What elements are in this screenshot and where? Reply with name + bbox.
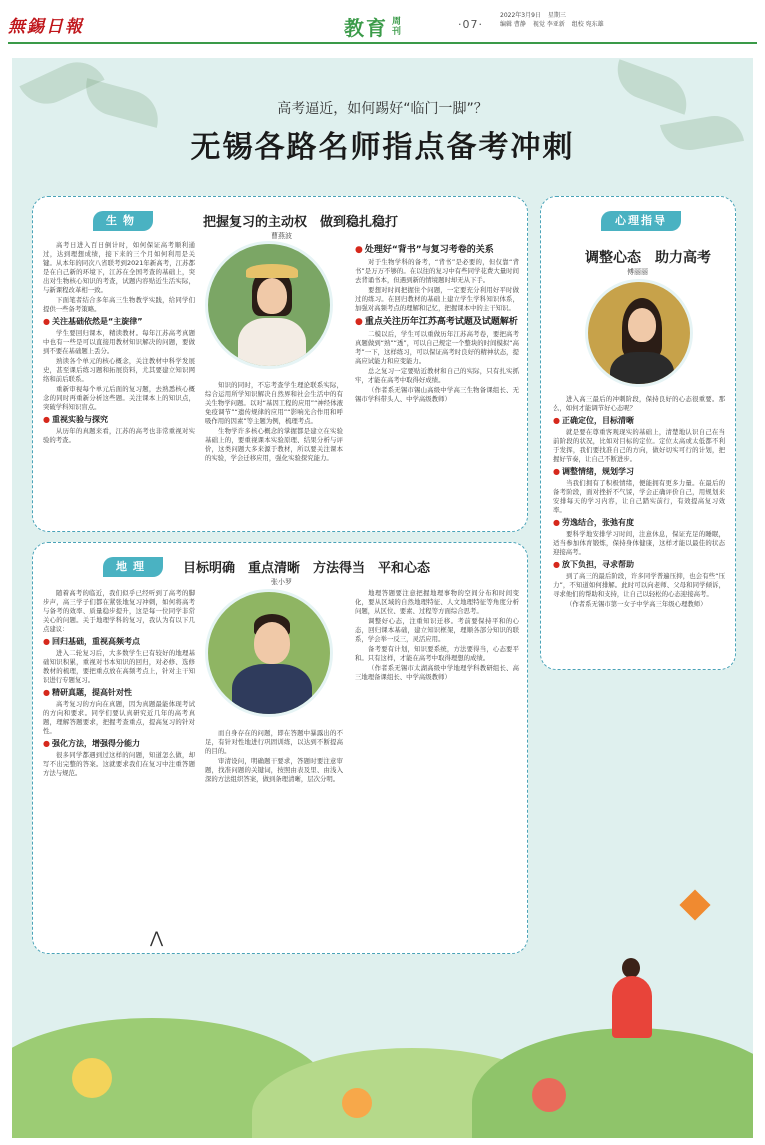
hill-decoration <box>472 1028 753 1138</box>
section-label <box>344 12 404 41</box>
girl-illustration-head <box>622 958 640 978</box>
paragraph: 而自身存在的问题，即在答题中暴露出的不足，有针对性地进行巩固训练，以达到不断提高的目的。 <box>205 729 343 755</box>
newspaper-logo: 無錫日報 <box>8 17 84 37</box>
geography-author: 张小罗 <box>271 578 292 586</box>
author-note: （作者系无锡市太湖高级中学地理学科教研组长、高三地理备课组长、中学高级教师） <box>355 664 519 681</box>
geography-tag: 地理 <box>103 557 163 577</box>
biology-column-3 <box>355 241 519 527</box>
geography-subhead-3: ● 强化方法，增强得分能力 <box>43 739 140 748</box>
author-note: （作者系无锡市第一女子中学高三年级心理教师） <box>566 600 707 608</box>
paragraph: 熟读各个单元的核心概念，关注教材中科学发展史，甚至课后练习题和拓展资料，尤其要建立知识网络和前后联系。 <box>43 357 195 383</box>
psychology-subhead-3: ● 劳逸结合，张弛有度 <box>553 518 634 527</box>
paragraph: 审清设问，明确题干要求，答题时要注意审题，找准问题的关键词，按照由表及里、由浅入深的方法组织答案，做到条理清晰，层次分明。 <box>205 757 343 783</box>
swallow-icon: ⋀ <box>150 928 164 947</box>
flower-decoration <box>342 1088 372 1118</box>
paragraph: 知识的同时，不忘考查学生理论联系实际，综合运用所学知识解决自然界和社会生活中的有关生物学问题。以对“基因工程的应用”“神经体液免疫调节”“遗传规律的应用”“影响光合作用和呼吸作用的因素”等主题为例，梳理考点。 <box>205 381 343 425</box>
flower-decoration <box>532 1078 566 1112</box>
biology-subhead-3: ● 处理好“背书”与复习考卷的关系 <box>355 245 494 255</box>
author-note: （作者系无锡市锡山高级中学高三生物备课组长、无锡市学科带头人、中学高级教师） <box>355 386 519 403</box>
geography-author-photo <box>205 589 333 717</box>
geography-column-1 <box>43 589 195 949</box>
issue-meta <box>500 11 690 29</box>
psychology-subhead-2: ● 调整情绪，规划学习 <box>553 467 634 476</box>
biology-title: 把握复习的主动权 做到稳扎稳打 <box>203 215 399 230</box>
biology-card <box>32 196 528 532</box>
psychology-tag: 心理指导 <box>601 211 681 231</box>
psychology-author: 傅丽丽 <box>627 268 648 276</box>
paragraph: 调整好心态，注重知识迁移。考前要保持平和的心态，回归课本基础，建立知识框架，理顺各部分知识的联系，学会举一反三，灵活应用。 <box>355 617 519 643</box>
girl-illustration <box>612 976 652 1038</box>
psychology-body <box>553 395 725 665</box>
paragraph: 进入二轮复习后，大多数学生已有较好的地理基础知识积累，重视对书本知识的回归，对必修、选修教材的梳理，要把重点放在高频考点上，针对主干知识进行专题复习。 <box>43 649 195 684</box>
paragraph: 二模以后，学生可以重做历年江苏高考卷，要把高考真题做到“熟”“透”，可以自己规定一个整块的时间模拟“高考”一下，这样练习，可以保证高考时良好的精神状态，提高应试能力和应变能力。 <box>355 330 519 365</box>
psychology-card <box>540 196 736 670</box>
paragraph: 到了高三的最后阶段，许多同学普遍压抑，也会有些“压力”，不知道如何排解。此时可以向老师、父母和同学倾诉，寻求他们的帮助和支持，让自己以轻松的心态迎接高考。 <box>553 572 725 598</box>
psychology-subhead-4: ● 放下负担，寻求帮助 <box>553 560 634 569</box>
geography-card <box>32 542 528 954</box>
visual-credit: 视觉 李亚新 <box>532 21 565 28</box>
biology-subhead-4: ● 重点关注历年江苏高考试题及试题解析 <box>355 317 518 327</box>
biology-column-2 <box>205 381 343 527</box>
paragraph: 很多同学都遇到过这样的问题，知道怎么做，却写不出完整的答案。这就要求我们在复习中注重答题方法与规范。 <box>43 751 195 777</box>
psychology-subhead-1: ● 正确定位，目标清晰 <box>553 416 634 425</box>
biology-column-1 <box>43 241 195 527</box>
paragraph: 重新审视每个单元后面的复习题，去熟悉核心概念的同时再重新分析这些题。关注课本上的知识点，突破学科知识盲点。 <box>43 385 195 411</box>
paragraph: 生物学许多核心概念的掌握都是建立在实验基础上的，要重视课本实验原理、结果分析与评价，这类问题大多来源于教材，所以要关注课本的实验，学会迁移应用，强化实验探究能力。 <box>205 427 343 462</box>
section-subtitle: 周刊 <box>392 16 402 37</box>
kicker: 高考逼近，如何踢好“临门一脚”？ <box>277 101 488 117</box>
biology-subhead-2: ● 重视实验与探究 <box>43 415 108 424</box>
biology-author: 曹燕波 <box>271 232 292 240</box>
paragraph: 高考复习的方向在真题，因为真题最能体现考试的方向和要求。同学们要认真研究近几年的高考真题，理解答题要求，把握考查重点，提高复习的针对性。 <box>43 700 195 735</box>
biology-subhead-1: ● 关注基础依然是“主旋律” <box>43 317 143 326</box>
kite-icon <box>679 889 710 920</box>
paragraph: 高考日进入百日倒计时，如何保证高考顺利通过，达到理想成绩，接下来的三个月如何利用是关键。从本年的同次八省联考到2021年新高考，江苏都是在自己新的环境下，江苏在全国考查的基础上，突出对生物核心知识的考查，试题内容贴近生活实际，与新课程改革相一致。 <box>43 241 195 294</box>
paragraph: 随着高考的临近，我们似乎已经听到了高考的脚步声，高三学子们都在紧张地复习冲刺，如何将高考与备考的效率、质量稳步提升，这是每一位同学非常关心的问题。关于地理学科的复习，我认为有以下几点建议： <box>43 589 195 633</box>
paragraph: 就是要在尊重客观现实的基础上，清楚地认识自己在当前阶段的状况，比如对目标的定位。定位太高或太低都不利于发挥，我们要找准自己的方向，做好切实可行的计划，把握好节奏，让自己不断进步。 <box>553 428 725 463</box>
masthead-rule <box>8 42 757 44</box>
psychology-title: 调整心态 助力高考 <box>585 250 711 266</box>
paragraph: 要想对时间把握住个问题，一定要充分利用好平时做过的练习。在回归教材的基础上建立学生学科知识体系，加强对高频考点的理解和记忆，把握课本中的主干知识。 <box>355 286 519 312</box>
geography-subhead-2: ● 精研真题，提高针对性 <box>43 688 132 697</box>
feature-panel <box>12 58 753 1138</box>
editor-credit: 编辑 曹静 <box>500 21 526 28</box>
psychology-author-photo <box>585 279 693 387</box>
flower-decoration <box>72 1058 112 1098</box>
geography-column-3 <box>355 589 519 949</box>
paragraph: 进入高三最后的冲刺阶段，保持良好的心态很重要。那么，如何才能调节好心态呢？ <box>553 395 725 412</box>
paragraph: 地理答题要注意把握地理事物的空间分布和时间变化，要从区域的自然地理特征、人文地理特征等角度分析问题，从区位、要素、过程等方面综合思考。 <box>355 589 519 615</box>
paragraph: 学生要回归课本，精读教材。每年江苏高考真题中也有一些是可以直接用教材知识解决的问题，要做到不要在基础题上丢分。 <box>43 329 195 355</box>
paragraph: 备考要有计划，知识要系统，方法要得当，心态要平和。只有这样，才能在高考中取得理想的成绩。 <box>355 645 519 662</box>
paragraph: 从历年的真题来看，江苏的高考也非常重视对实验的考查。 <box>43 427 195 444</box>
biology-author-photo <box>205 241 333 369</box>
paragraph: 下面笔者结合多年高三生物教学实践，给同学们提供一些备考策略。 <box>43 296 195 313</box>
paragraph: 对于生物学科的备考，“背书”是必要的，但仅靠“背书”是万万不够的。在以往的复习中有些同学花费大量时间去背诵书本，但遇到新的情境题时却无从下手。 <box>355 258 519 284</box>
paragraph: 当我们拥有了积极情绪，便能拥有更多力量。在最后的备考阶段，面对挫折不气馁，学会正确评价自己，用规划来安排每天的学习内容，让自己踏实前行，有效提高复习效率。 <box>553 479 725 514</box>
geography-subhead-1: ● 回归基础，重视高频考点 <box>43 637 140 646</box>
headline: 无锡各路名师指点备考冲刺 <box>190 130 575 165</box>
biology-tag: 生物 <box>93 211 153 231</box>
paragraph: 总之复习一定要贴近教材和自己的实际，只有扎实抓牢，才能在高考中取得好成绩。 <box>355 367 519 384</box>
section-name: 教育 <box>344 16 388 40</box>
page-number: ·07· <box>458 18 483 31</box>
masthead <box>0 0 765 44</box>
issue-weekday: 星期三 <box>547 12 566 19</box>
paragraph: 要科学地安排学习时间，注意休息，保证充足的睡眠，适当参加体育锻炼，保持身体健康，这样才能以最佳的状态迎接高考。 <box>553 530 725 556</box>
geography-title: 目标明确 重点清晰 方法得当 平和心态 <box>183 561 431 576</box>
issue-date: 2022年3月9日 <box>500 12 541 19</box>
proof-credit: 组校 宛东雄 <box>571 21 604 28</box>
geography-column-2 <box>205 729 343 949</box>
